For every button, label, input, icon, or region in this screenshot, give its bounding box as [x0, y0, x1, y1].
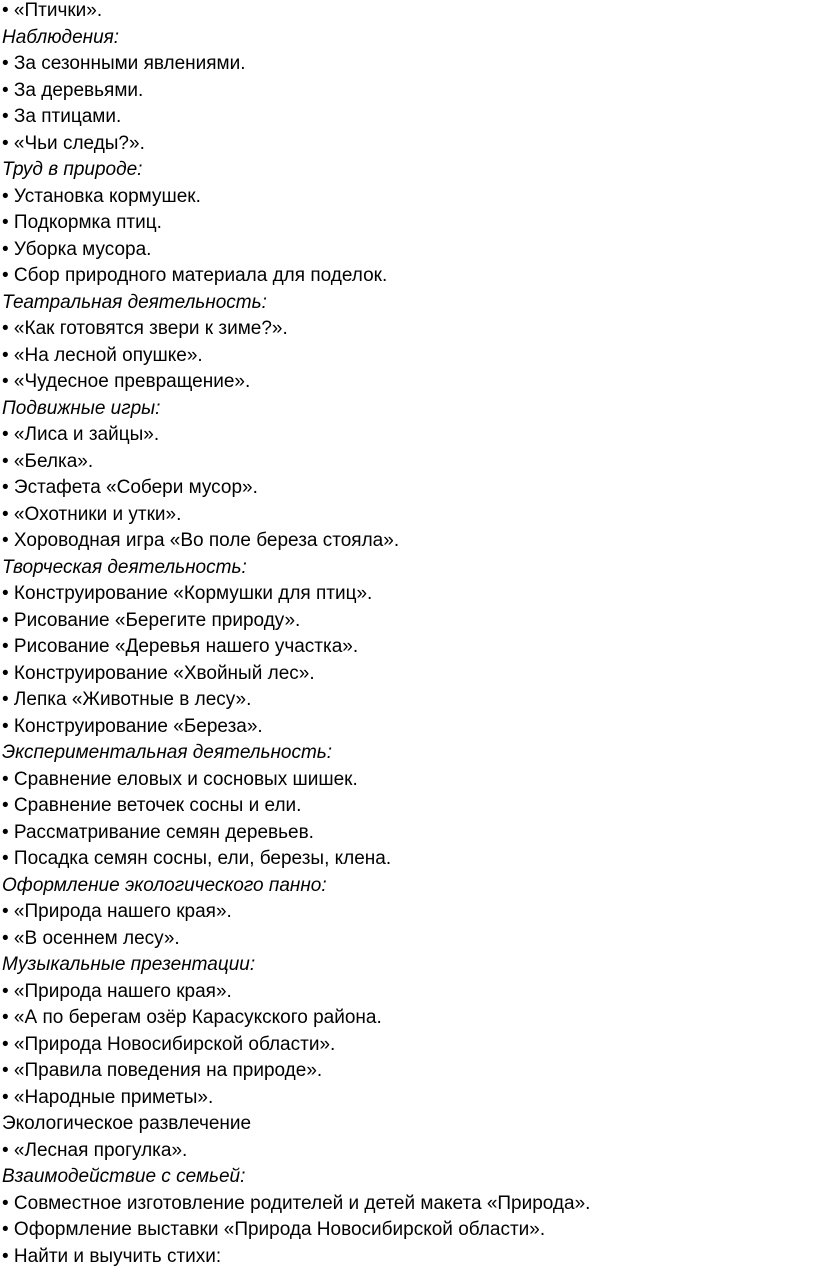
list-item: • «Чудесное превращение».: [2, 371, 251, 392]
section-heading: Наблюдения:: [2, 26, 120, 48]
list-item: • За деревьями.: [2, 79, 144, 101]
section-heading: Оформление экологического панно:: [2, 874, 327, 896]
list-item: • Лепка «Животные в лесу».: [2, 689, 252, 710]
list-item: • Конструирование «Береза».: [2, 715, 263, 737]
list-item: • «Лесная прогулка».: [2, 1139, 188, 1161]
section-heading: Взаимодействие с семьей:: [2, 1166, 246, 1187]
list-item: • Сбор природного материала для поделок.: [2, 265, 388, 286]
list-item: • Совместное изготовление родителей и детей макета «Природа».: [2, 1192, 591, 1214]
list-item: • «Как готовятся звери к зиме?».: [2, 318, 288, 339]
section-heading: Музыкальные презентации:: [2, 954, 256, 975]
list-item: • Рисование «Берегите природу».: [2, 609, 301, 631]
list-item: • «Охотники и утки».: [2, 503, 182, 525]
list-item: • За сезонными явлениями.: [2, 53, 246, 74]
list-item: • Конструирование «Хвойный лес».: [2, 662, 315, 684]
list-item: • За птицами.: [2, 106, 122, 127]
list-item: • «В осеннем лесу».: [2, 927, 180, 949]
list-item: • Сравнение еловых и сосновых шишек.: [2, 768, 358, 790]
list-item: • Сравнение веточек сосны и ели.: [2, 795, 302, 816]
list-item: • «Природа Новосибирской области».: [2, 1033, 336, 1055]
list-item: • «Белка».: [2, 450, 94, 472]
list-item: • «А по берегам озёр Карасукского района.: [2, 1007, 382, 1028]
list-item: • «На лесной опушке».: [2, 344, 203, 366]
list-item: • Рассматривание семян деревьев.: [2, 821, 314, 843]
list-item: • «Народные приметы».: [2, 1086, 214, 1108]
list-item: • «Лиса и зайцы».: [2, 424, 160, 445]
list-item: • «Птички».: [2, 0, 103, 21]
list-item: • Эстафета «Собери мусор».: [2, 477, 258, 498]
list-item: • «Природа нашего края».: [2, 901, 232, 922]
section-heading: Подвижные игры:: [2, 397, 161, 419]
list-item: • Посадка семян сосны, ели, березы, клена.: [2, 848, 392, 869]
section-heading: Труд в природе:: [2, 159, 143, 180]
list-item: • Подкормка птиц.: [2, 212, 162, 233]
section-heading: Театральная деятельность:: [2, 291, 267, 313]
list-item: • Конструирование «Кормушки для птиц».: [2, 583, 373, 604]
list-item: • Найти и выучить стихи:: [2, 1245, 222, 1267]
document-body: [2, 0, 812, 1270]
section-heading: Творческая деятельность:: [2, 556, 247, 578]
list-item: • Установка кормушек.: [2, 185, 201, 207]
section-label: Экологическое развлечение: [2, 1113, 252, 1134]
section-heading: Экспериментальная деятельность:: [2, 742, 333, 763]
list-item: • «Правила поведения на природе».: [2, 1060, 323, 1081]
list-item: • Хороводная игра «Во поле береза стояла».: [2, 530, 400, 551]
list-item: • Уборка мусора.: [2, 238, 152, 260]
list-item: • «Природа нашего края».: [2, 980, 232, 1002]
list-item: • Оформление выставки «Природа Новосибирской области».: [2, 1219, 546, 1240]
list-item: • «Чьи следы?».: [2, 132, 145, 154]
list-item: • Рисование «Деревья нашего участка».: [2, 636, 359, 657]
